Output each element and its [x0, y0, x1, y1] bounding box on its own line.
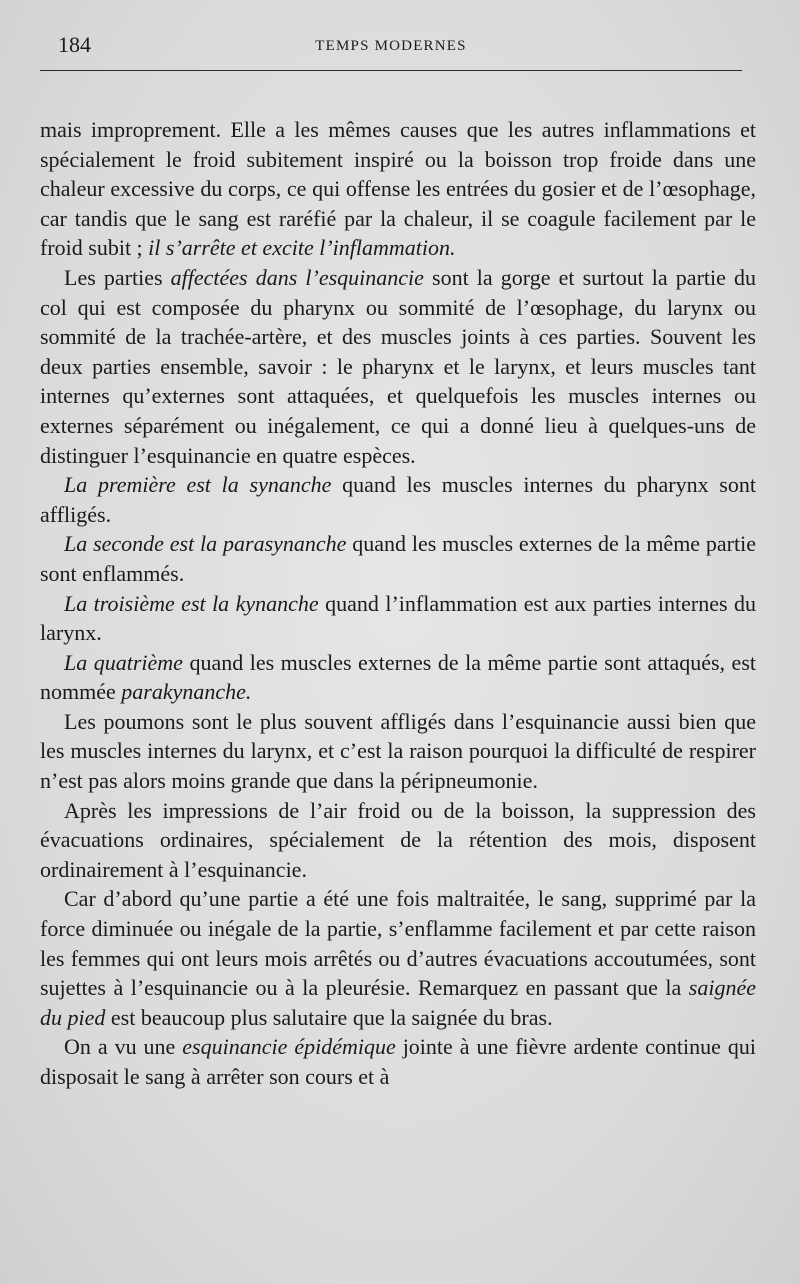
paragraph	[40, 470, 756, 529]
italic-text-run: La première est la synanche	[64, 472, 332, 498]
italic-text-run: esquinancie épidémique	[182, 1034, 396, 1060]
paragraph	[40, 884, 756, 1032]
text-run: quand les muscles internes du pharynx sont affligés.	[40, 472, 756, 527]
text-run: On a vu une	[64, 1034, 183, 1060]
italic-text-run: parakynanche.	[121, 679, 252, 705]
italic-text-run: affectées dans l’esquinancie	[170, 264, 424, 290]
text-run: quand l’inflammation est aux parties internes du larynx.	[40, 590, 757, 646]
text-run: Après les impressions de l’air froid ou de la boisson, la suppression des évacuations ordinaires, spécialement de la rétention des mois, disposent ordinairement à l’esquinancie.	[40, 797, 756, 882]
text-run: mais improprement. Elle a les mêmes causes que les autres inflammations et spécialement le froid subitement inspiré ou la boisson trop froide dans une chaleur excessive du corps, ce qui offense les entrées du gosier et de l’œsophage, car tandis que le sang est raréfié par la chaleur, il se coagule facilement par le froid subit ;	[40, 117, 756, 261]
paragraph	[40, 589, 756, 648]
paragraph	[40, 707, 756, 796]
italic-text-run: il s’arrête et excite l’inflammation.	[148, 235, 456, 261]
italic-text-run: saignée du pied	[40, 975, 756, 1030]
header-rule	[40, 70, 742, 71]
text-run: Les parties	[64, 264, 171, 290]
paragraph	[40, 648, 756, 707]
text-run: jointe à une fièvre ardente continue qui disposait le sang à arrêter son cours et à	[40, 1034, 756, 1089]
italic-text-run: La troisième est la kynanche	[64, 590, 319, 616]
italic-text-run: La seconde est la parasynanche	[64, 531, 347, 557]
text-run: quand les muscles externes de la même partie sont enflammés.	[40, 531, 756, 586]
paragraph	[40, 529, 756, 588]
text-run: Les poumons sont le plus souvent affligés dans l’esquinancie aussi bien que les muscles internes du larynx, et c’est la raison pourquoi la difficulté de respirer n’est pas alors moins grande que dans la péripneumonie.	[40, 708, 756, 794]
body-text	[40, 115, 756, 1092]
paragraph	[40, 115, 756, 263]
page-number: 184	[58, 32, 91, 57]
running-title: TEMPS MODERNES	[315, 38, 467, 54]
italic-text-run: La quatrième	[64, 649, 183, 675]
text-run: quand les muscles externes de la même partie sont attaqués, est nommée	[40, 649, 756, 705]
text-run: Car d’abord qu’une partie a été une fois maltraitée, le sang, supprimé par la force diminuée ou inégale de la partie, s’enflamme facilement et par cette raison les femmes qui ont leurs mois arrêtés ou d’autres évacuations accoutumées, sont sujettes à l’esquinancie ou à la pleurésie. Remarquez en passant que la	[40, 886, 756, 1001]
text-run: sont la gorge et surtout la partie du col qui est composée du pharynx ou sommité de l’œsophage, du larynx ou sommité de la trachée-artère, et des muscles joints à ces parties. Souvent les deux parties ensemble, savoir : le pharynx et le larynx, et leurs muscles tant internes qu’externes sont attaquées, et quelquefois les muscles internes ou externes séparément ou inégalement, ce qui a donné lieu à quelques-uns de distinguer l’esquinancie en quatre espèces.	[40, 264, 756, 468]
paragraph	[40, 263, 756, 470]
running-header	[40, 30, 742, 64]
paragraph	[40, 1032, 756, 1091]
paragraph	[40, 796, 756, 885]
text-run: est beaucoup plus salutaire que la saignée du bras.	[105, 1004, 553, 1030]
